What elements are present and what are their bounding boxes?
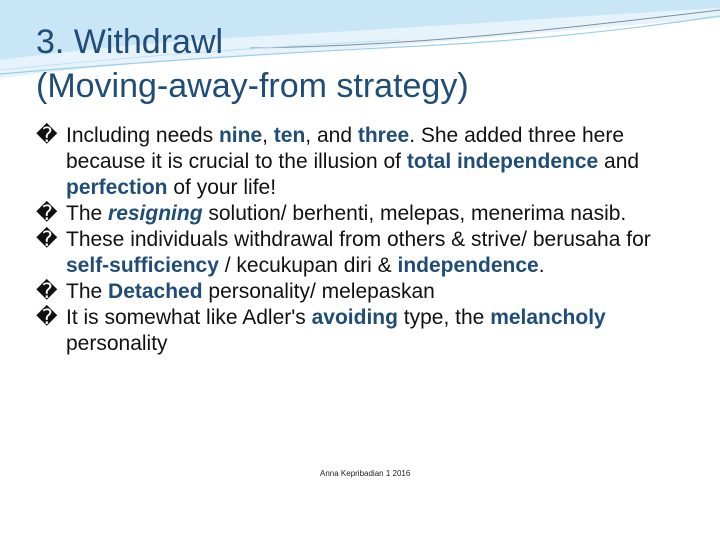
bullet-item [36,201,696,227]
slide-title [36,20,469,108]
bullet-text: , [262,124,274,147]
bullet-item [36,123,696,201]
keyword: melancholy [490,306,606,329]
bullet-text: type, the [397,306,491,329]
keyword: independence [397,254,539,277]
bullet-text: of your life! [167,176,277,199]
bullet-item [36,279,696,305]
keyword: three [357,124,410,147]
title-line-2: (Moving-away-from strategy) [36,67,469,105]
bullet-text: solution/ berhenti, melepas, menerima nasib. [202,202,627,225]
bullet-glyph-icon [36,201,66,227]
keyword: resigning [108,202,203,225]
bullet-item [36,227,696,279]
bullet-text: . [538,254,545,277]
bullet-list [36,123,696,357]
keyword: self-sufficiency [66,254,219,277]
bullet-glyph-icon [36,123,66,149]
bullet-text: / kecukupan diri & [218,254,398,277]
bullet-glyph-icon [36,227,66,253]
bullet-glyph-icon [36,279,66,305]
keyword: ten [273,124,306,147]
keyword: perfection [66,176,168,199]
bullet-item [36,305,696,357]
bullet-glyph-icon [36,305,66,331]
bullet-text: personality [66,332,168,355]
bullet-text: personality/ melepaskan [202,280,435,303]
bullet-text: The [66,202,109,225]
keyword: avoiding [311,306,398,329]
keyword: nine [218,124,263,147]
title-line-1: 3. Withdrawl [36,23,224,61]
bullet-text: and [598,150,640,173]
bullet-text: The [66,280,109,303]
bullet-text: It is somewhat like Adler's [66,306,312,329]
bullet-text: , and [305,124,358,147]
footer-text: Anna Kepribadian 1 2016 [320,469,411,478]
bullet-text: . She added three here because it is crucial to the illusion of [66,124,625,173]
keyword: total independence [406,150,599,173]
bullet-text: Including needs [66,124,219,147]
keyword: Detached [108,280,203,303]
bullet-text: These individuals withdrawal from others & strive/ berusaha for [66,228,651,251]
